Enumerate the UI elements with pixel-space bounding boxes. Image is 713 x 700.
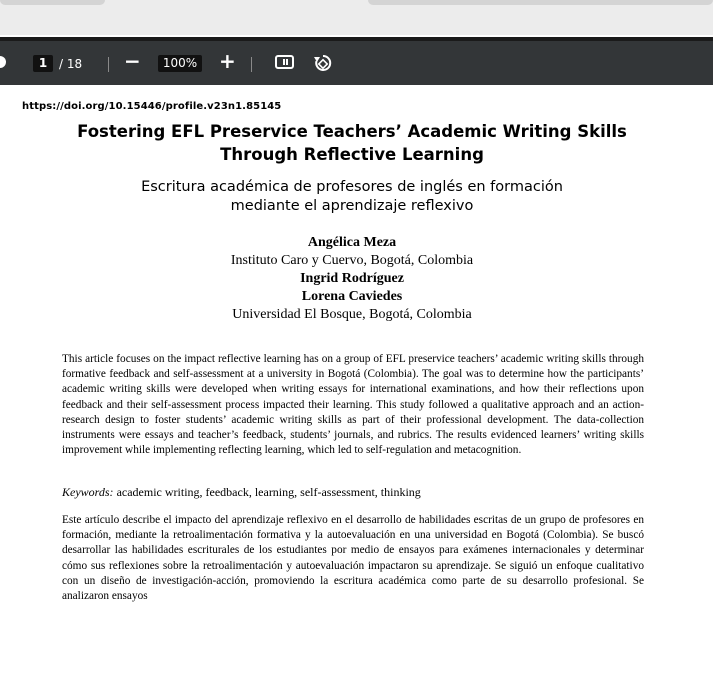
page-number-input[interactable]: 1 bbox=[33, 55, 53, 72]
author-name: Angélica Meza bbox=[307, 235, 397, 250]
subtitle-line: mediante el aprendizaje reflexivo bbox=[230, 198, 474, 214]
toolbar-divider bbox=[251, 57, 252, 72]
resumen-text: Este artículo describe el impacto del aprendizaje reflexivo en el desarrollo de habilidades escritas de un grupo de profesores en formación, mediante la retroalimentación formativa y la autoevaluación en una universidad en Bogotá (Colombia). Se buscó desarrollar las habilidades escriturales de los estudiantes por medio de ensayos para exámenes internacionales y determinar cómo sus reflexiones sobre la retroalimentación y autoevaluación impactaron su aprendizaje. Se siguió un enfoque cualitativo con un diseño de investigación-acción, promoviendo la escritura académica como parte de su desarrollo profesional. Se analizaron ensayos bbox=[62, 514, 644, 603]
sidebar-toggle-icon[interactable] bbox=[0, 56, 6, 68]
toolbar-divider bbox=[108, 57, 109, 72]
article-subtitle bbox=[60, 178, 644, 216]
zoom-level-input[interactable]: 100% bbox=[158, 55, 202, 72]
author-name: Ingrid Rodríguez bbox=[300, 271, 404, 286]
keywords-label: Keywords: bbox=[62, 485, 114, 499]
zoom-out-button[interactable]: − bbox=[124, 49, 141, 73]
rotate-icon[interactable] bbox=[312, 53, 334, 73]
fit-page-icon[interactable] bbox=[275, 55, 294, 69]
author-affiliation: Instituto Caro y Cuervo, Bogotá, Colombia bbox=[230, 253, 474, 268]
title-line: Through Reflective Learning bbox=[220, 145, 484, 164]
pdf-toolbar bbox=[0, 37, 713, 85]
doi-link[interactable]: https://doi.org/10.15446/profile.v23n1.85145 bbox=[22, 101, 282, 112]
author-name: Lorena Caviedes bbox=[301, 289, 403, 304]
browser-tab[interactable] bbox=[0, 0, 105, 5]
author-block bbox=[80, 234, 624, 324]
browser-tab[interactable] bbox=[368, 0, 713, 5]
abstract-text: This article focuses on the impact reflective learning has on a group of EFL preservice teachers’ academic writing skills through formative feedback and self-assessment at a university in Bogotá (Colombia). The goal was to determine how the participants’ academic writing skills were developed when writing essays for international examinations, and how their reflections upon feedback and their self-assessment process impacted their learning. This study followed a qualitative approach and an action-research design to foster students’ academic writing skills as part of their professional development. The data-collection instruments were essays and teacher’s feedback, students’ journals, and rubrics. The results evidenced learners’ writing skills improvement while implementing reflecting learning, which led to self-regulation and metacognition. bbox=[62, 353, 644, 457]
keywords-list: academic writing, feedback, learning, self-assessment, thinking bbox=[113, 485, 421, 499]
author-affiliation: Universidad El Bosque, Bogotá, Colombia bbox=[232, 307, 472, 322]
subtitle-line: Escritura académica de profesores de inglés en formación bbox=[141, 179, 563, 195]
keywords-line bbox=[62, 485, 644, 500]
title-line: Fostering EFL Preservice Teachers’ Academic Writing Skills bbox=[77, 122, 627, 141]
browser-tab-strip bbox=[0, 0, 713, 35]
article-title bbox=[40, 120, 664, 166]
page-total: / 18 bbox=[59, 57, 83, 71]
zoom-in-button[interactable]: + bbox=[219, 49, 236, 73]
